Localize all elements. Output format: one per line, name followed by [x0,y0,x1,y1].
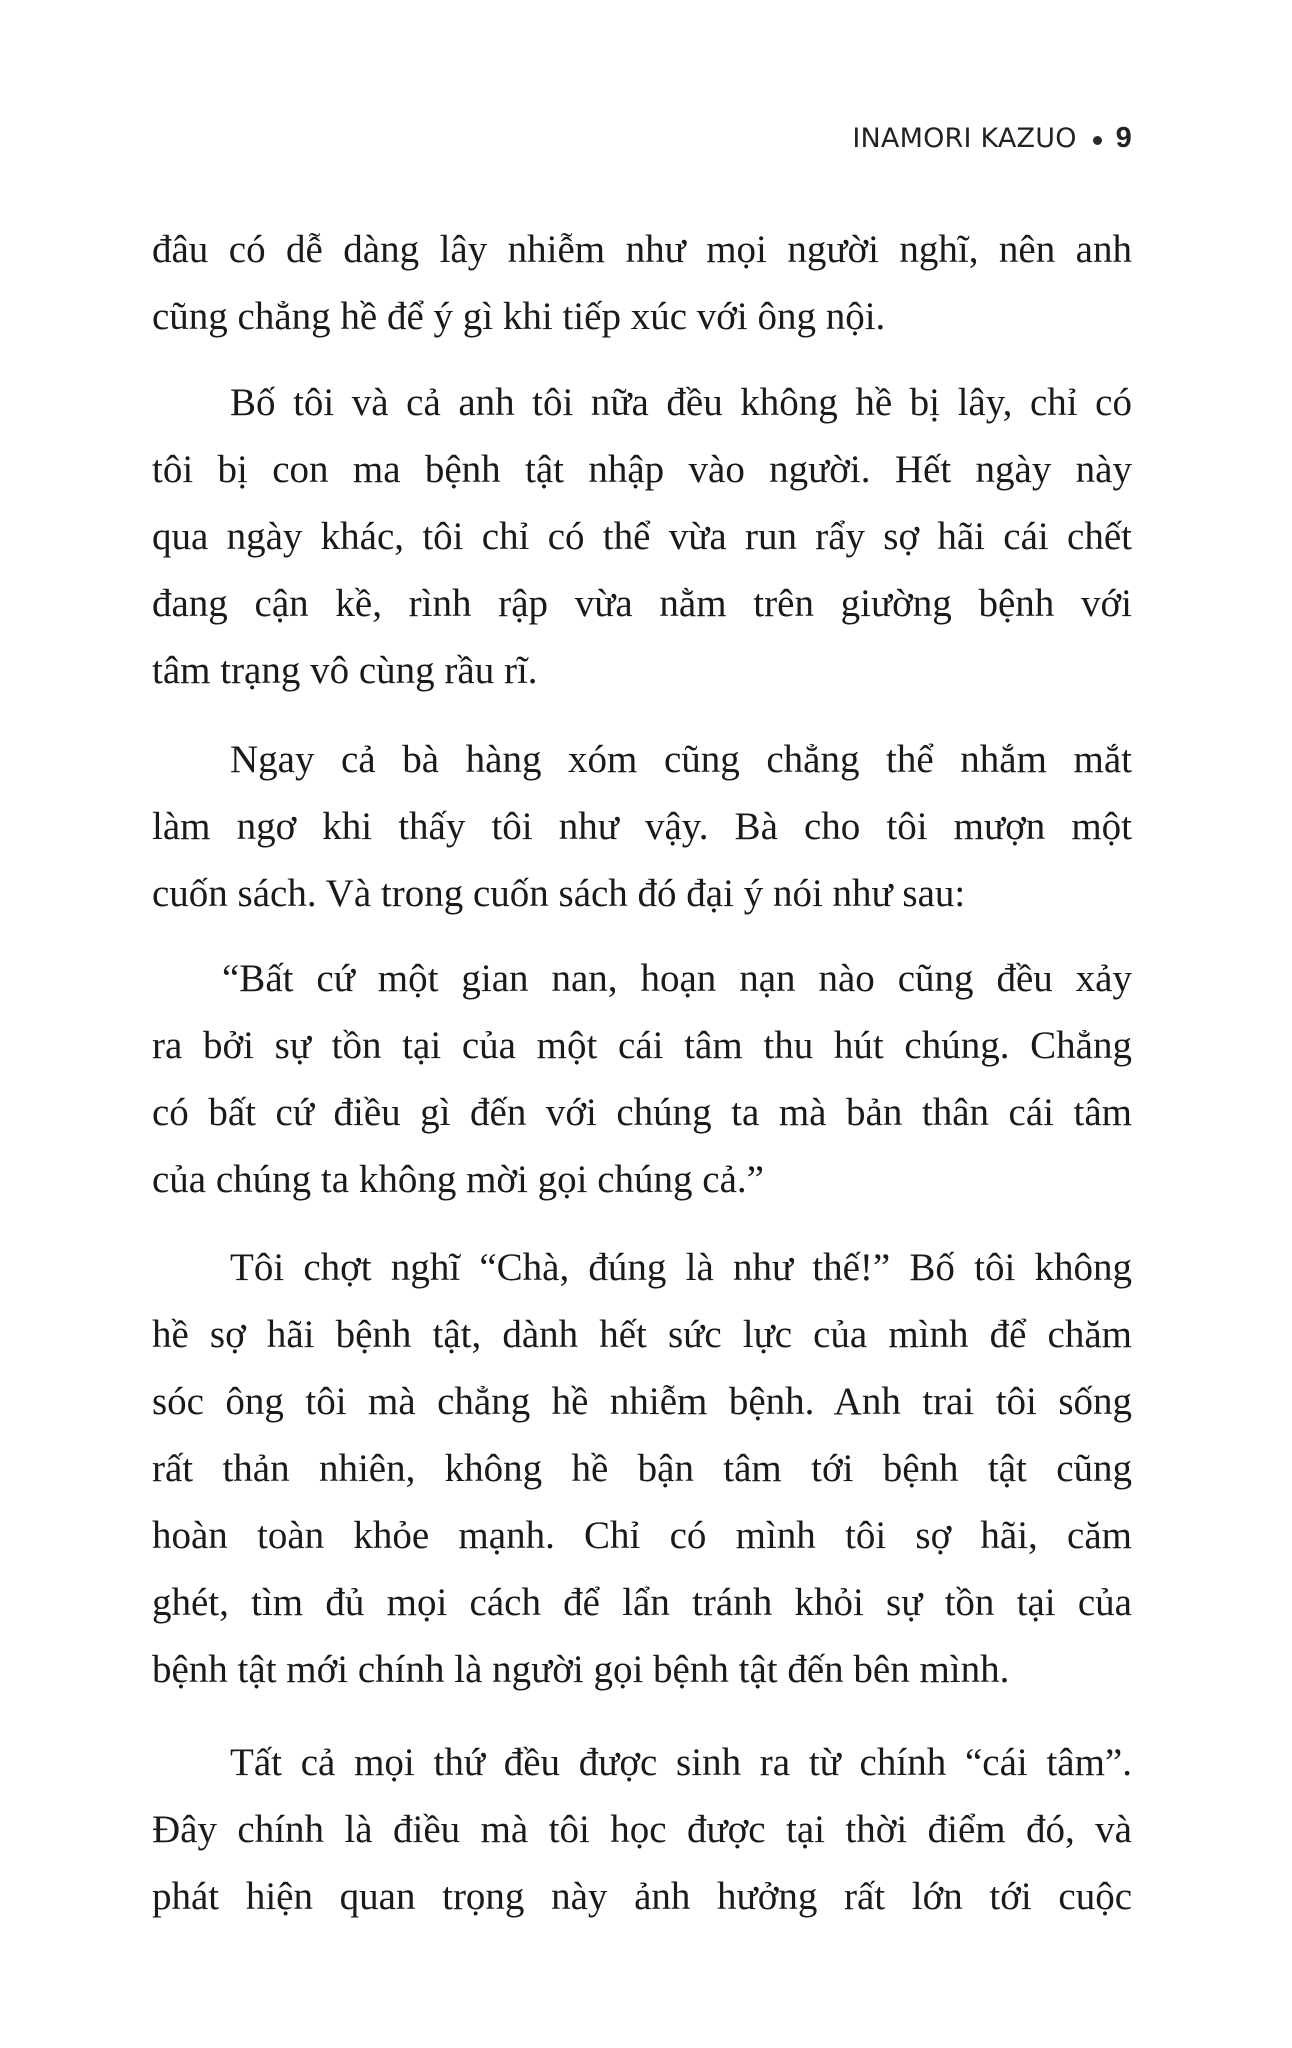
running-header [852,118,1132,158]
text-line: “Bất cứ một gian nan, hoạn nạn nào cũng đều xảy [222,957,1132,1000]
paragraph-6 [152,1729,1132,1930]
text-line: qua ngày khác, tôi chỉ có thể vừa run rẩy sợ hãi cái chết [152,515,1132,558]
text-line: rất thản nhiên, không hề bận tâm tới bệnh tật cũng [152,1447,1132,1490]
text-line: làm ngơ khi thấy tôi như vậy. Bà cho tôi mượn một [152,805,1132,848]
text-line: phát hiện quan trọng này ảnh hưởng rất lớn tới cuộc [152,1875,1132,1918]
paragraph-4-quote [152,945,1132,1213]
text-line: Đây chính là điều mà tôi học được tại thời điểm đó, và [152,1808,1132,1851]
text-line: đang cận kề, rình rập vừa nằm trên giường bệnh với [152,582,1132,625]
text-line: của chúng ta không mời gọi chúng cả.” [152,1158,764,1201]
paragraph-1 [152,216,1132,350]
text-line: tâm trạng vô cùng rầu rĩ. [152,649,538,692]
text-line: Tôi chợt nghĩ “Chà, đúng là như thế!” Bố tôi không [230,1246,1132,1289]
text-line: ra bởi sự tồn tại của một cái tâm thu hút chúng. Chẳng [152,1024,1132,1067]
text-line: tôi bị con ma bệnh tật nhập vào người. Hết ngày này [152,448,1132,491]
text-line: Ngay cả bà hàng xóm cũng chẳng thể nhắm mắt [230,738,1132,781]
paragraph-2 [152,369,1132,704]
paragraph-3 [152,726,1132,927]
text-line: sóc ông tôi mà chẳng hề nhiễm bệnh. Anh trai tôi sống [152,1380,1132,1423]
text-line: hề sợ hãi bệnh tật, dành hết sức lực của mình để chăm [152,1313,1132,1356]
bullet-separator-icon [1093,136,1102,145]
text-line: cuốn sách. Và trong cuốn sách đó đại ý nói như sau: [152,872,966,915]
text-line: cũng chẳng hề để ý gì khi tiếp xúc với ông nội. [152,295,886,338]
text-line: có bất cứ điều gì đến với chúng ta mà bản thân cái tâm [152,1091,1132,1134]
text-line: Bố tôi và cả anh tôi nữa đều không hề bị lây, chỉ có [230,381,1132,424]
text-line: Tất cả mọi thứ đều được sinh ra từ chính “cái tâm”. [230,1741,1132,1784]
text-line: bệnh tật mới chính là người gọi bệnh tật đến bên mình. [152,1648,1010,1691]
paragraph-5 [152,1234,1132,1703]
author-name: INAMORI KAZUO [852,122,1077,154]
text-line: hoàn toàn khỏe mạnh. Chỉ có mình tôi sợ hãi, căm [152,1514,1132,1557]
page-number: 9 [1115,121,1132,154]
text-line: đâu có dễ dàng lây nhiễm như mọi người nghĩ, nên anh [152,228,1132,271]
text-line: ghét, tìm đủ mọi cách để lẩn tránh khỏi sự tồn tại của [152,1581,1132,1624]
